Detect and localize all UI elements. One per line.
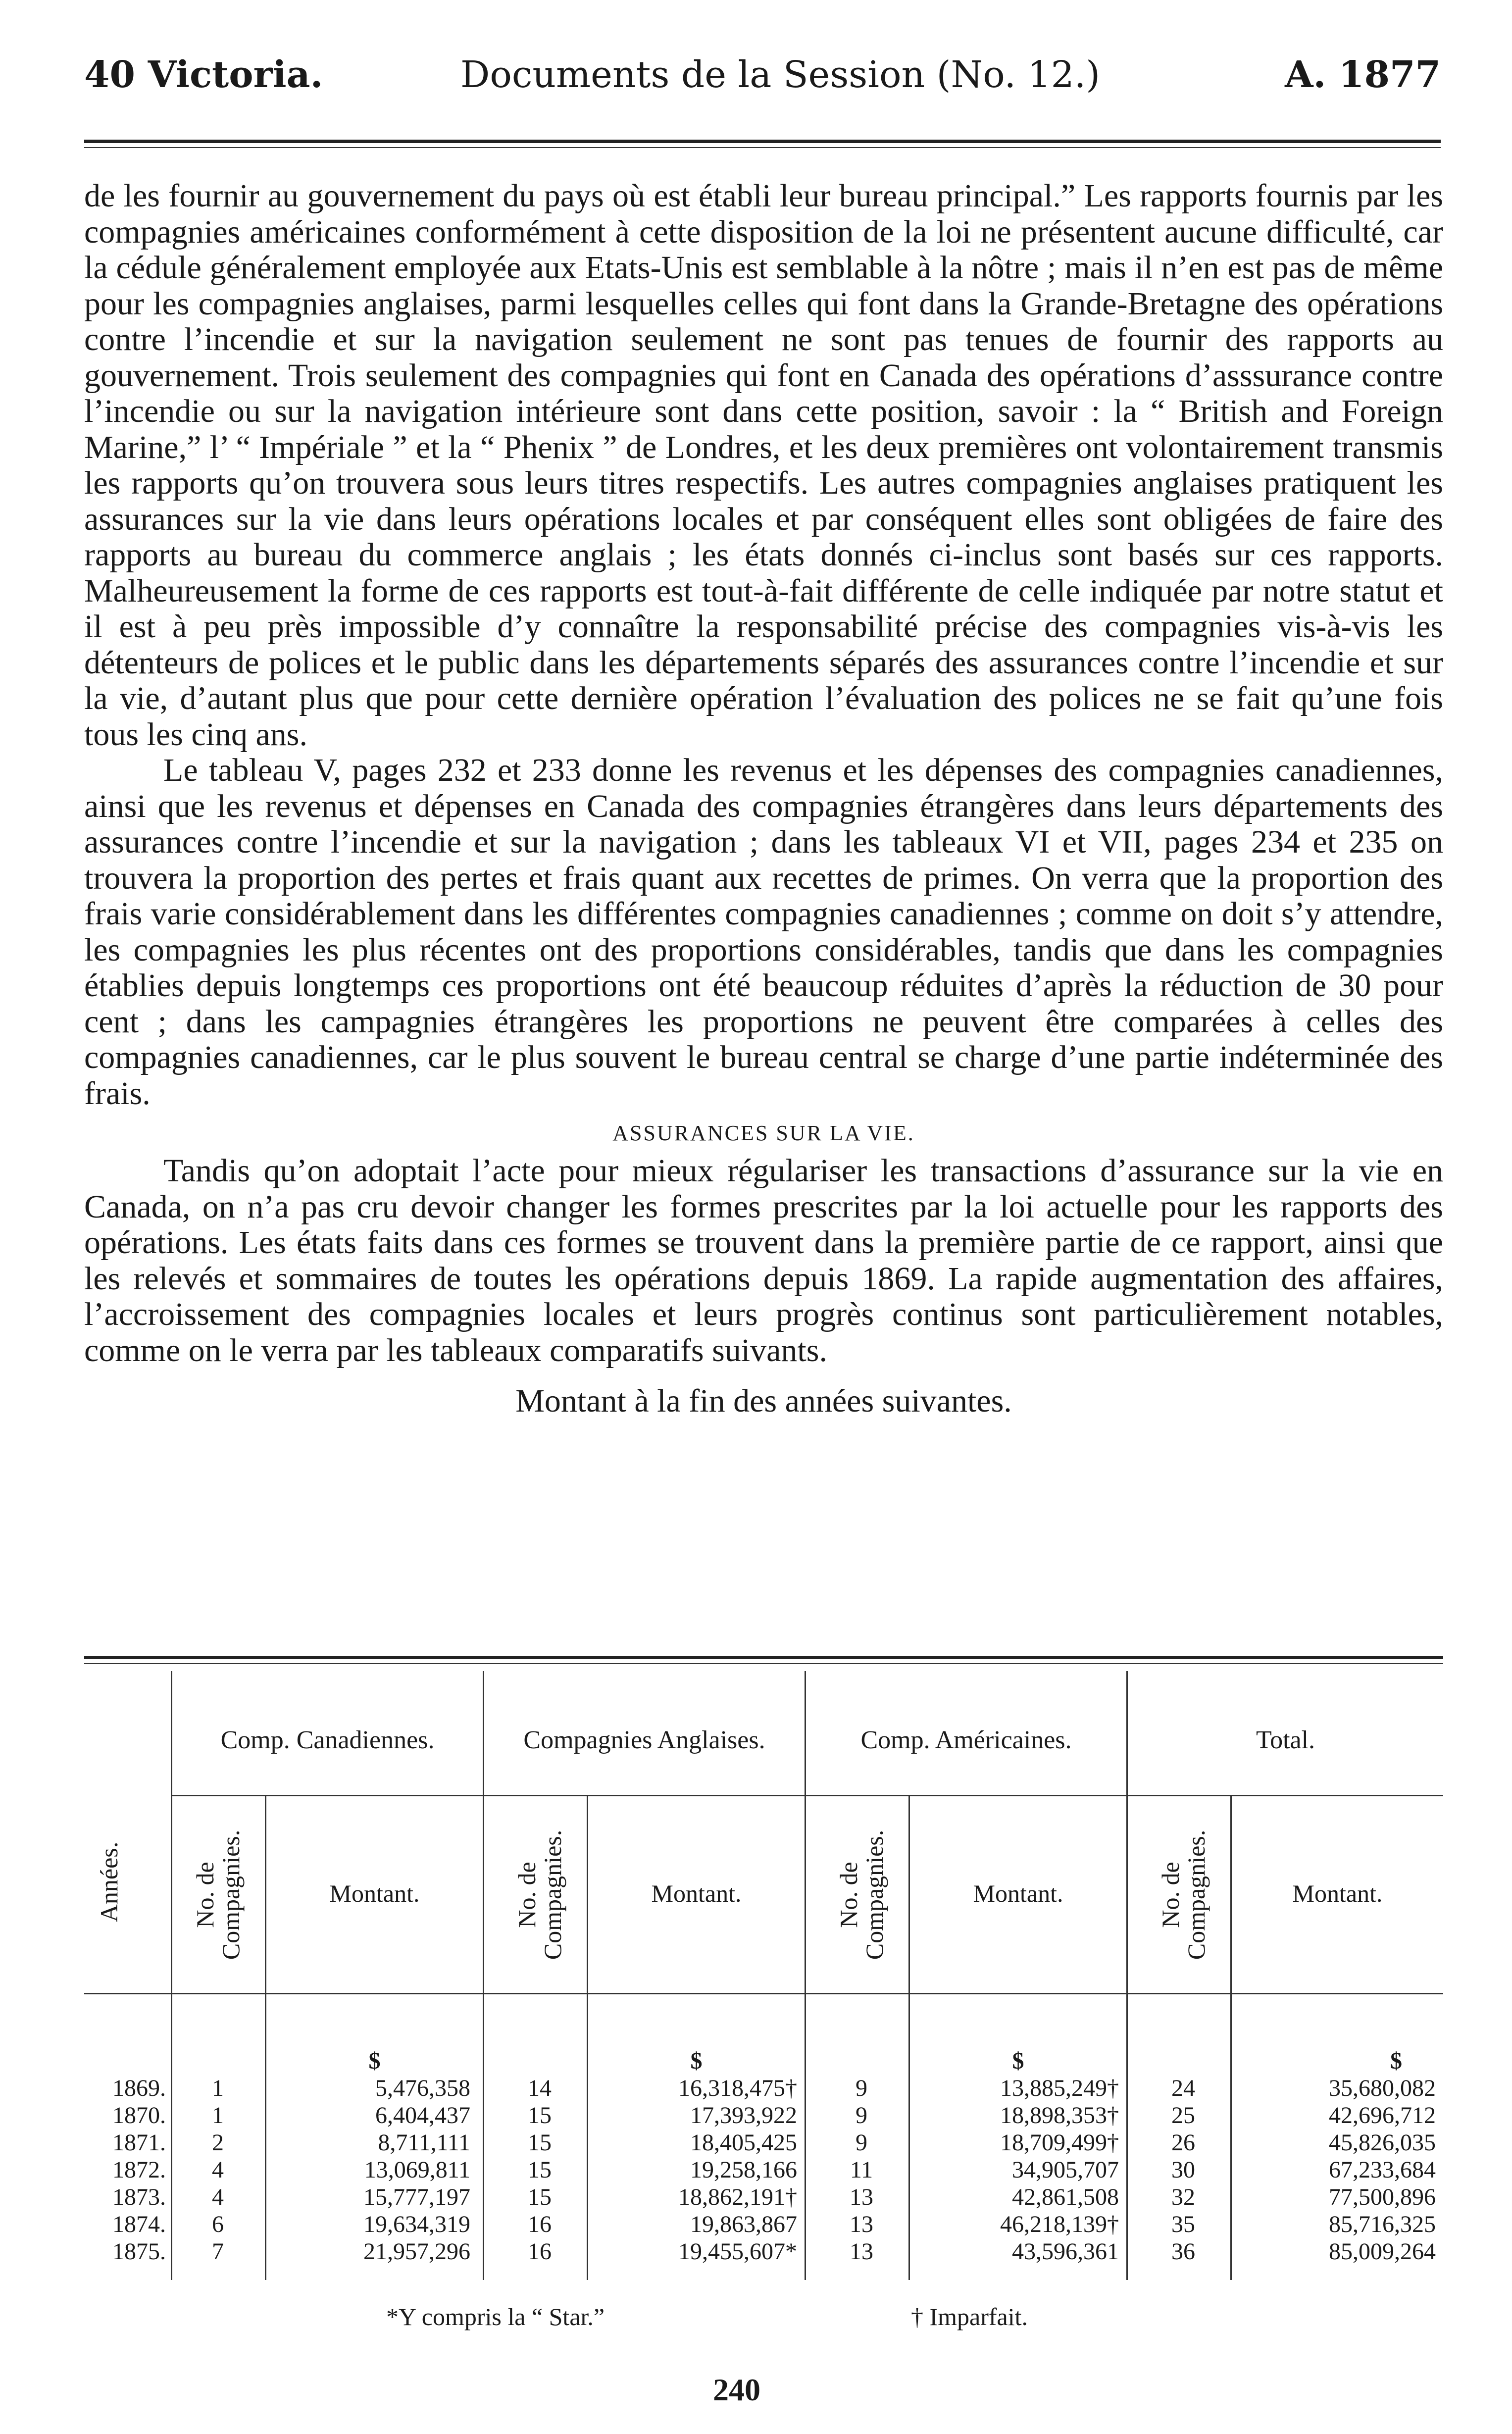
cell-count: 9 xyxy=(856,2102,867,2129)
cell-year: 1871. xyxy=(112,2130,166,2156)
cell-count: 35 xyxy=(1171,2211,1195,2237)
count-header: No. de Compagnies. xyxy=(1157,1829,1210,1960)
cell-amount: 19,258,166 xyxy=(690,2157,797,2183)
cell-amount: 18,709,499† xyxy=(1000,2130,1119,2156)
cell-count: 30 xyxy=(1171,2157,1195,2183)
header-session: 40 Victoria. xyxy=(84,53,323,96)
cell-amount: 46,218,139† xyxy=(1000,2211,1119,2237)
footnote-star: *Y compris la “ Star.” xyxy=(386,2303,605,2331)
count-header: No. de Compagnies. xyxy=(513,1829,566,1960)
table-vline xyxy=(1126,1671,1128,2280)
cell-amount: 42,696,712 xyxy=(1329,2102,1436,2129)
cell-count: 13 xyxy=(850,2238,873,2265)
table-vline xyxy=(1230,1795,1232,2280)
cell-count: 15 xyxy=(528,2184,552,2210)
table-vline xyxy=(908,1795,910,2280)
cell-count: 16 xyxy=(528,2211,552,2237)
cell-amount: 17,393,922 xyxy=(690,2102,797,2129)
footnote-dagger: † Imparfait. xyxy=(911,2303,1028,2331)
cell-amount: 34,905,707 xyxy=(1012,2157,1119,2183)
cell-count: 9 xyxy=(856,2075,867,2101)
cell-amount: 19,863,867 xyxy=(690,2211,797,2237)
table-vline xyxy=(805,1671,806,2280)
cell-count: 24 xyxy=(1171,2075,1195,2101)
table-hline xyxy=(84,1993,1443,1994)
paragraph-1: de les fournir au gouvernement du pays où est établi leur bureau principal.” Les rapports fournis par les compagnies américaines conformément à cette disposition de la loi ne présentent aucune difficulté, car la cédule généralement employée aux Etats-Unis est semblable à la nôtre ; mais il n’en est pas de même pour les compagnies anglaises, parmi lesquelles celles qui font dans la Grande-Bretagne des opérations contre l’incendie et sur la navigation seulement ne sont pas tenues de fournir des rapports au gouvernement. Trois seulement des compagnies qui font en Canada des opérations d’asssurance contre l’incendie ou sur la navigation intérieure sont dans cette position, savoir : la “ British and Foreign Marine,” l’ “ Impériale ” et la “ Phenix ” de Londres, et les deux premières ont volontairement transmis les rapports qu’on trouvera sous leurs titres respectifs. Les autres compagnies anglaises pratiquent les assurances sur la vie dans leurs opérations locales et par conséquent elles sont obligées de faire des rapports au bureau du commerce anglais ; les états donnés ci-inclus sont basés sur ces rapports. Malheureusement la forme de ces rapports est tout-à-fait différente de celle indiquée par notre statut et il est à peu près impossible d’y connaître la responsabilité précise des compagnies vis-à-vis les détenteurs de polices et le public dans les départements séparés des assurances contre l’incendie et sur la vie, d’autant plus que pour cette dernière opération l’évaluation des polices ne se fait qu’une fois tous les cinq ans. xyxy=(84,178,1443,753)
body-text xyxy=(84,178,1443,1420)
cell-count: 32 xyxy=(1171,2184,1195,2210)
cell-count: 6 xyxy=(212,2211,224,2237)
cell-amount: 18,405,425 xyxy=(690,2130,797,2156)
table-top-rule-thin xyxy=(84,1663,1443,1664)
cell-count: 15 xyxy=(528,2157,552,2183)
header-title: Documents de la Session (No. 12.) xyxy=(460,53,1101,96)
cell-year: 1870. xyxy=(112,2102,166,2129)
cell-amount: 6,404,437 xyxy=(375,2102,470,2129)
cell-amount: 43,596,361 xyxy=(1012,2238,1119,2265)
cell-count: 36 xyxy=(1171,2238,1195,2265)
cell-count: 16 xyxy=(528,2238,552,2265)
header-year: A. 1877 xyxy=(1285,53,1441,96)
cell-amount: 16,318,475† xyxy=(678,2075,797,2101)
currency-symbol: $ xyxy=(690,2048,703,2074)
years-header: Années. xyxy=(95,1841,123,1923)
group-header-canadiennes: Comp. Canadiennes. xyxy=(220,1726,435,1754)
cell-count: 4 xyxy=(212,2157,224,2183)
cell-count: 4 xyxy=(212,2184,224,2210)
cell-amount: 15,777,197 xyxy=(363,2184,470,2210)
cell-amount: 77,500,896 xyxy=(1329,2184,1436,2210)
table-caption: Montant à la fin des années suivantes. xyxy=(515,1383,1012,1419)
paragraph-3: Tandis qu’on adoptait l’acte pour mieux régulariser les transactions d’assurance sur la vie en Canada, on n’a pas cru devoir changer les formes prescrites par la loi actuelle pour les rapports des opérations. Les états faits dans ces formes se trouvent dans la première partie de ce rapport, ainsi que les relevés et sommaires de toutes les opérations depuis 1869. La rapide augmentation des affaires, l’accroissement des compagnies locales et leurs progrès continus sont particulièrement notables, comme on le verra par les tableaux comparatifs suivants. xyxy=(84,1153,1443,1369)
cell-count: 2 xyxy=(212,2130,224,2156)
currency-symbol: $ xyxy=(1390,2048,1402,2074)
cell-amount: 19,634,319 xyxy=(363,2211,470,2237)
cell-amount: 5,476,358 xyxy=(375,2075,470,2101)
cell-year: 1875. xyxy=(112,2238,166,2265)
amount-header: Montant. xyxy=(651,1879,742,1907)
table-hline xyxy=(171,1795,1443,1796)
table-vline xyxy=(587,1795,588,2280)
cell-amount: 21,957,296 xyxy=(363,2238,470,2265)
paragraph-2: Le tableau V, pages 232 et 233 donne les revenus et les dépenses des compagnies canadiennes, ainsi que les revenus et dépenses en Canada des compagnies étrangères dans leurs départements des assurances contre l’incendie et sur la navigation ; dans les tableaux VI et VII, pages 234 et 235 on trouvera la proportion des pertes et frais quant aux recettes de primes. On verra que la proportion des frais varie considérablement dans les différentes compagnies canadiennes ; comme on doit s’y attendre, les compagnies les plus récentes ont des proportions considérables, tandis que dans les compagnies établies depuis longtemps ces proportions ont été beaucoup réduites d’après la réduction de 30 pour cent ; dans les campagnies étrangères les proportions ne peuvent être comparées à celles des compagnies canadiennes, car le plus souvent le bureau central se charge d’une partie indéterminée des frais. xyxy=(84,752,1443,1112)
cell-amount: 13,069,811 xyxy=(364,2157,470,2183)
cell-amount: 85,716,325 xyxy=(1329,2211,1436,2237)
cell-amount: 85,009,264 xyxy=(1329,2238,1436,2265)
cell-count: 13 xyxy=(850,2184,873,2210)
cell-amount: 18,862,191† xyxy=(678,2184,797,2210)
cell-count: 11 xyxy=(850,2157,873,2183)
cell-year: 1874. xyxy=(112,2211,166,2237)
cell-count: 26 xyxy=(1171,2130,1195,2156)
cell-year: 1872. xyxy=(112,2157,166,2183)
cell-count: 15 xyxy=(528,2130,552,2156)
cell-year: 1873. xyxy=(112,2184,166,2210)
cell-amount: 67,233,684 xyxy=(1329,2157,1436,2183)
currency-symbol: $ xyxy=(368,2048,381,2074)
table-top-rule xyxy=(84,1656,1443,1659)
cell-count: 7 xyxy=(212,2238,224,2265)
header-rule-thin xyxy=(84,147,1441,148)
section-title: ASSURANCES SUR LA VIE. xyxy=(612,1121,915,1145)
cell-amount: 18,898,353† xyxy=(1000,2102,1119,2129)
cell-amount: 19,455,607* xyxy=(678,2238,797,2265)
group-header-total: Total. xyxy=(1256,1726,1315,1754)
group-header-anglaises: Compagnies Anglaises. xyxy=(523,1726,765,1754)
cell-amount: 13,885,249† xyxy=(1000,2075,1119,2101)
currency-symbol: $ xyxy=(1012,2048,1024,2074)
count-header: No. de Compagnies. xyxy=(191,1829,245,1960)
cell-amount: 42,861,508 xyxy=(1012,2184,1119,2210)
amount-header: Montant. xyxy=(329,1879,420,1907)
cell-count: 25 xyxy=(1171,2102,1195,2129)
table-vline xyxy=(265,1795,266,2280)
table-vline xyxy=(483,1671,484,2280)
table-vline xyxy=(171,1671,172,2280)
cell-amount: 8,711,111 xyxy=(378,2130,470,2156)
count-header: No. de Compagnies. xyxy=(835,1829,888,1960)
cell-count: 9 xyxy=(856,2130,867,2156)
group-header-americaines: Comp. Américaines. xyxy=(860,1726,1072,1754)
cell-count: 1 xyxy=(212,2102,224,2129)
page-number: 240 xyxy=(713,2372,760,2407)
cell-count: 14 xyxy=(528,2075,552,2101)
cell-count: 13 xyxy=(850,2211,873,2237)
cell-count: 1 xyxy=(212,2075,224,2101)
amount-header: Montant. xyxy=(973,1879,1063,1907)
amount-header: Montant. xyxy=(1292,1879,1383,1907)
header-rule xyxy=(84,140,1441,143)
cell-count: 15 xyxy=(528,2102,552,2129)
cell-amount: 35,680,082 xyxy=(1329,2075,1436,2101)
cell-amount: 45,826,035 xyxy=(1329,2130,1436,2156)
cell-year: 1869. xyxy=(112,2075,166,2101)
